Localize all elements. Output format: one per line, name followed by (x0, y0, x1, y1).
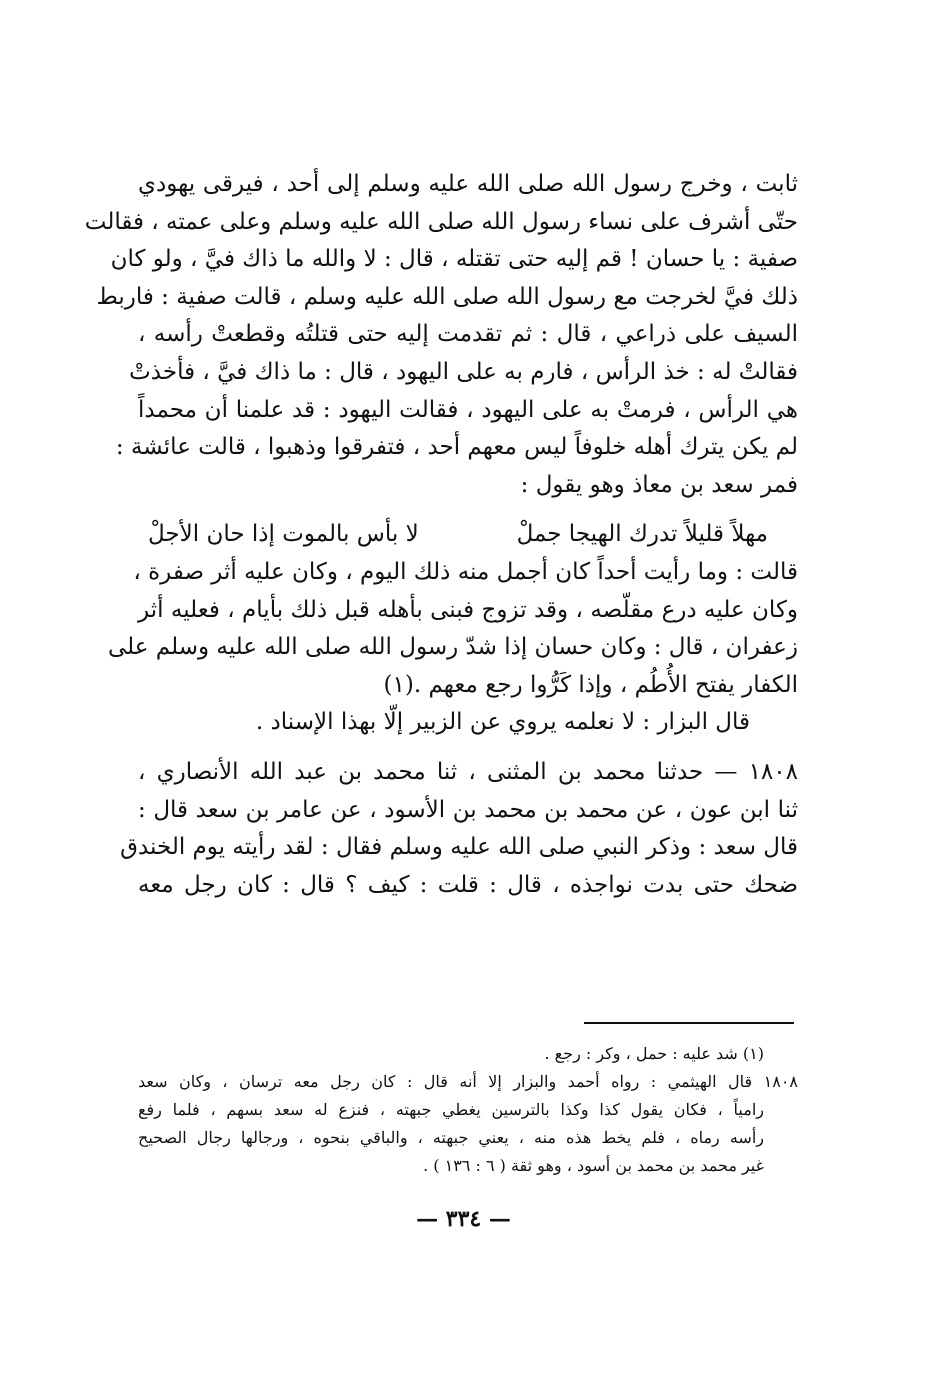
text-line: الكفار يفتح الأُطُم ، وإذا كَرُّوا رجع معهم .(١) (383, 671, 798, 698)
text-line: حتّى أشرف على نساء رسول الله صلى الله عليه وسلم وعلى عمته ، فقالت (84, 208, 798, 235)
hadith-1808 (120, 754, 798, 904)
text-line: ذلك فيَّ لخرجت مع رسول الله صلى الله عليه وسلم ، قالت صفية : فاربط (96, 283, 798, 310)
main-text (84, 166, 798, 904)
text-line: ثابت ، وخرج رسول الله صلى الله عليه وسلم إلى أحد ، فيرقى يهودي (138, 171, 798, 197)
text-line: فقالتْ له : خذ الرأس ، فارم به على اليهود ، قال : ما ذاك فيَّ ، فأخذتْ (129, 358, 798, 385)
footnote-line: رامياً ، فكان يقول كذا وكذا بالترسين يغطي جبهته ، فنزع له سعد بسهم ، فلما رفع (138, 1100, 764, 1119)
text-line: ضحك حتى بدت نواجذه ، قال : قلت : كيف ؟ قال : كان رجل معه (138, 871, 798, 898)
paragraph-aisha-account (107, 554, 798, 704)
footnote-1808 (138, 1068, 798, 1180)
footnote-1: (١) شد عليه : حمل ، وكر : رجع . (544, 1044, 764, 1063)
text-line: لم يكن يترك أهله خلوفاً ليس معهم أحد ، فتفرقوا وذهبوا ، قالت عائشة : (115, 434, 798, 461)
text-line: صفية : يا حسان ! قم إليه حتى تقتله ، قال : لا والله ما ذاك فيَّ ، ولو كان (110, 246, 798, 273)
text-line: قال سعد : وذكر النبي صلى الله عليه وسلم فقال : لقد رأيته يوم الخندق (120, 834, 798, 861)
page-number: — ٣٣٤ — (416, 1206, 511, 1232)
text-line: ثنا ابن عون ، عن محمد بن محمد بن الأسود ، عن عامر بن سعد قال : (138, 796, 798, 823)
text-line: السيف على ذراعي ، قال : ثم تقدمت إليه حتى قتلتُه وقطعتْ رأسه ، (138, 321, 798, 348)
poetry-verse (138, 516, 798, 554)
footnote-line: رأسه رماه ، فلم يخط هذه منه ، يعني جبهته ، والباقي بنحوه ، ورجالها رجال الصحيح (138, 1128, 764, 1147)
bazzar-note: قال البزار : لا نعلمه يروي عن الزبير إلّا بهذا الإسناد . (255, 709, 750, 736)
text-line: هي الرأس ، فرمتْ به على اليهود ، فقالت اليهود : قد علمنا أن محمداً (138, 396, 798, 423)
footnote-line: غير محمد بن محمد بن أسود ، وهو ثقة ( ٦ : ١٣٦ ) . (423, 1156, 764, 1175)
text-line: زعفران ، قال : وكان حسان إذا شدّ رسول الله صلى الله عليه وسلم على (107, 634, 798, 661)
text-line: وكان عليه درع مقلّصه ، وقد تزوج فبنى بأهله قبل ذلك بأيام ، فعليه أثر (138, 596, 798, 623)
paragraph-thabit-story (84, 166, 798, 504)
footnote-line: ١٨٠٨ قال الهيثمي : رواه أحمد والبزار إلا أنه قال : كان رجل معه ترسان ، وكان سعد (138, 1072, 798, 1091)
text-line: قالت : وما رأيت أحداً كان أجمل منه ذلك اليوم ، وكان عليه أثر صفرة ، (133, 558, 798, 585)
text-line: ١٨٠٨ — حدثنا محمد بن المثنى ، ثنا محمد بن عبد الله الأنصاري ، (138, 758, 798, 785)
text-line: فمر سعد بن معاذ وهو يقول : (520, 471, 798, 498)
verse-first-hemistich: مهلاً قليلاً تدرك الهيجا جملْ (516, 521, 768, 548)
verse-second-hemistich: لا بأس بالموت إذا حان الأجلْ (148, 521, 419, 548)
footnotes (138, 1040, 798, 1180)
footnote-divider (584, 1022, 794, 1024)
